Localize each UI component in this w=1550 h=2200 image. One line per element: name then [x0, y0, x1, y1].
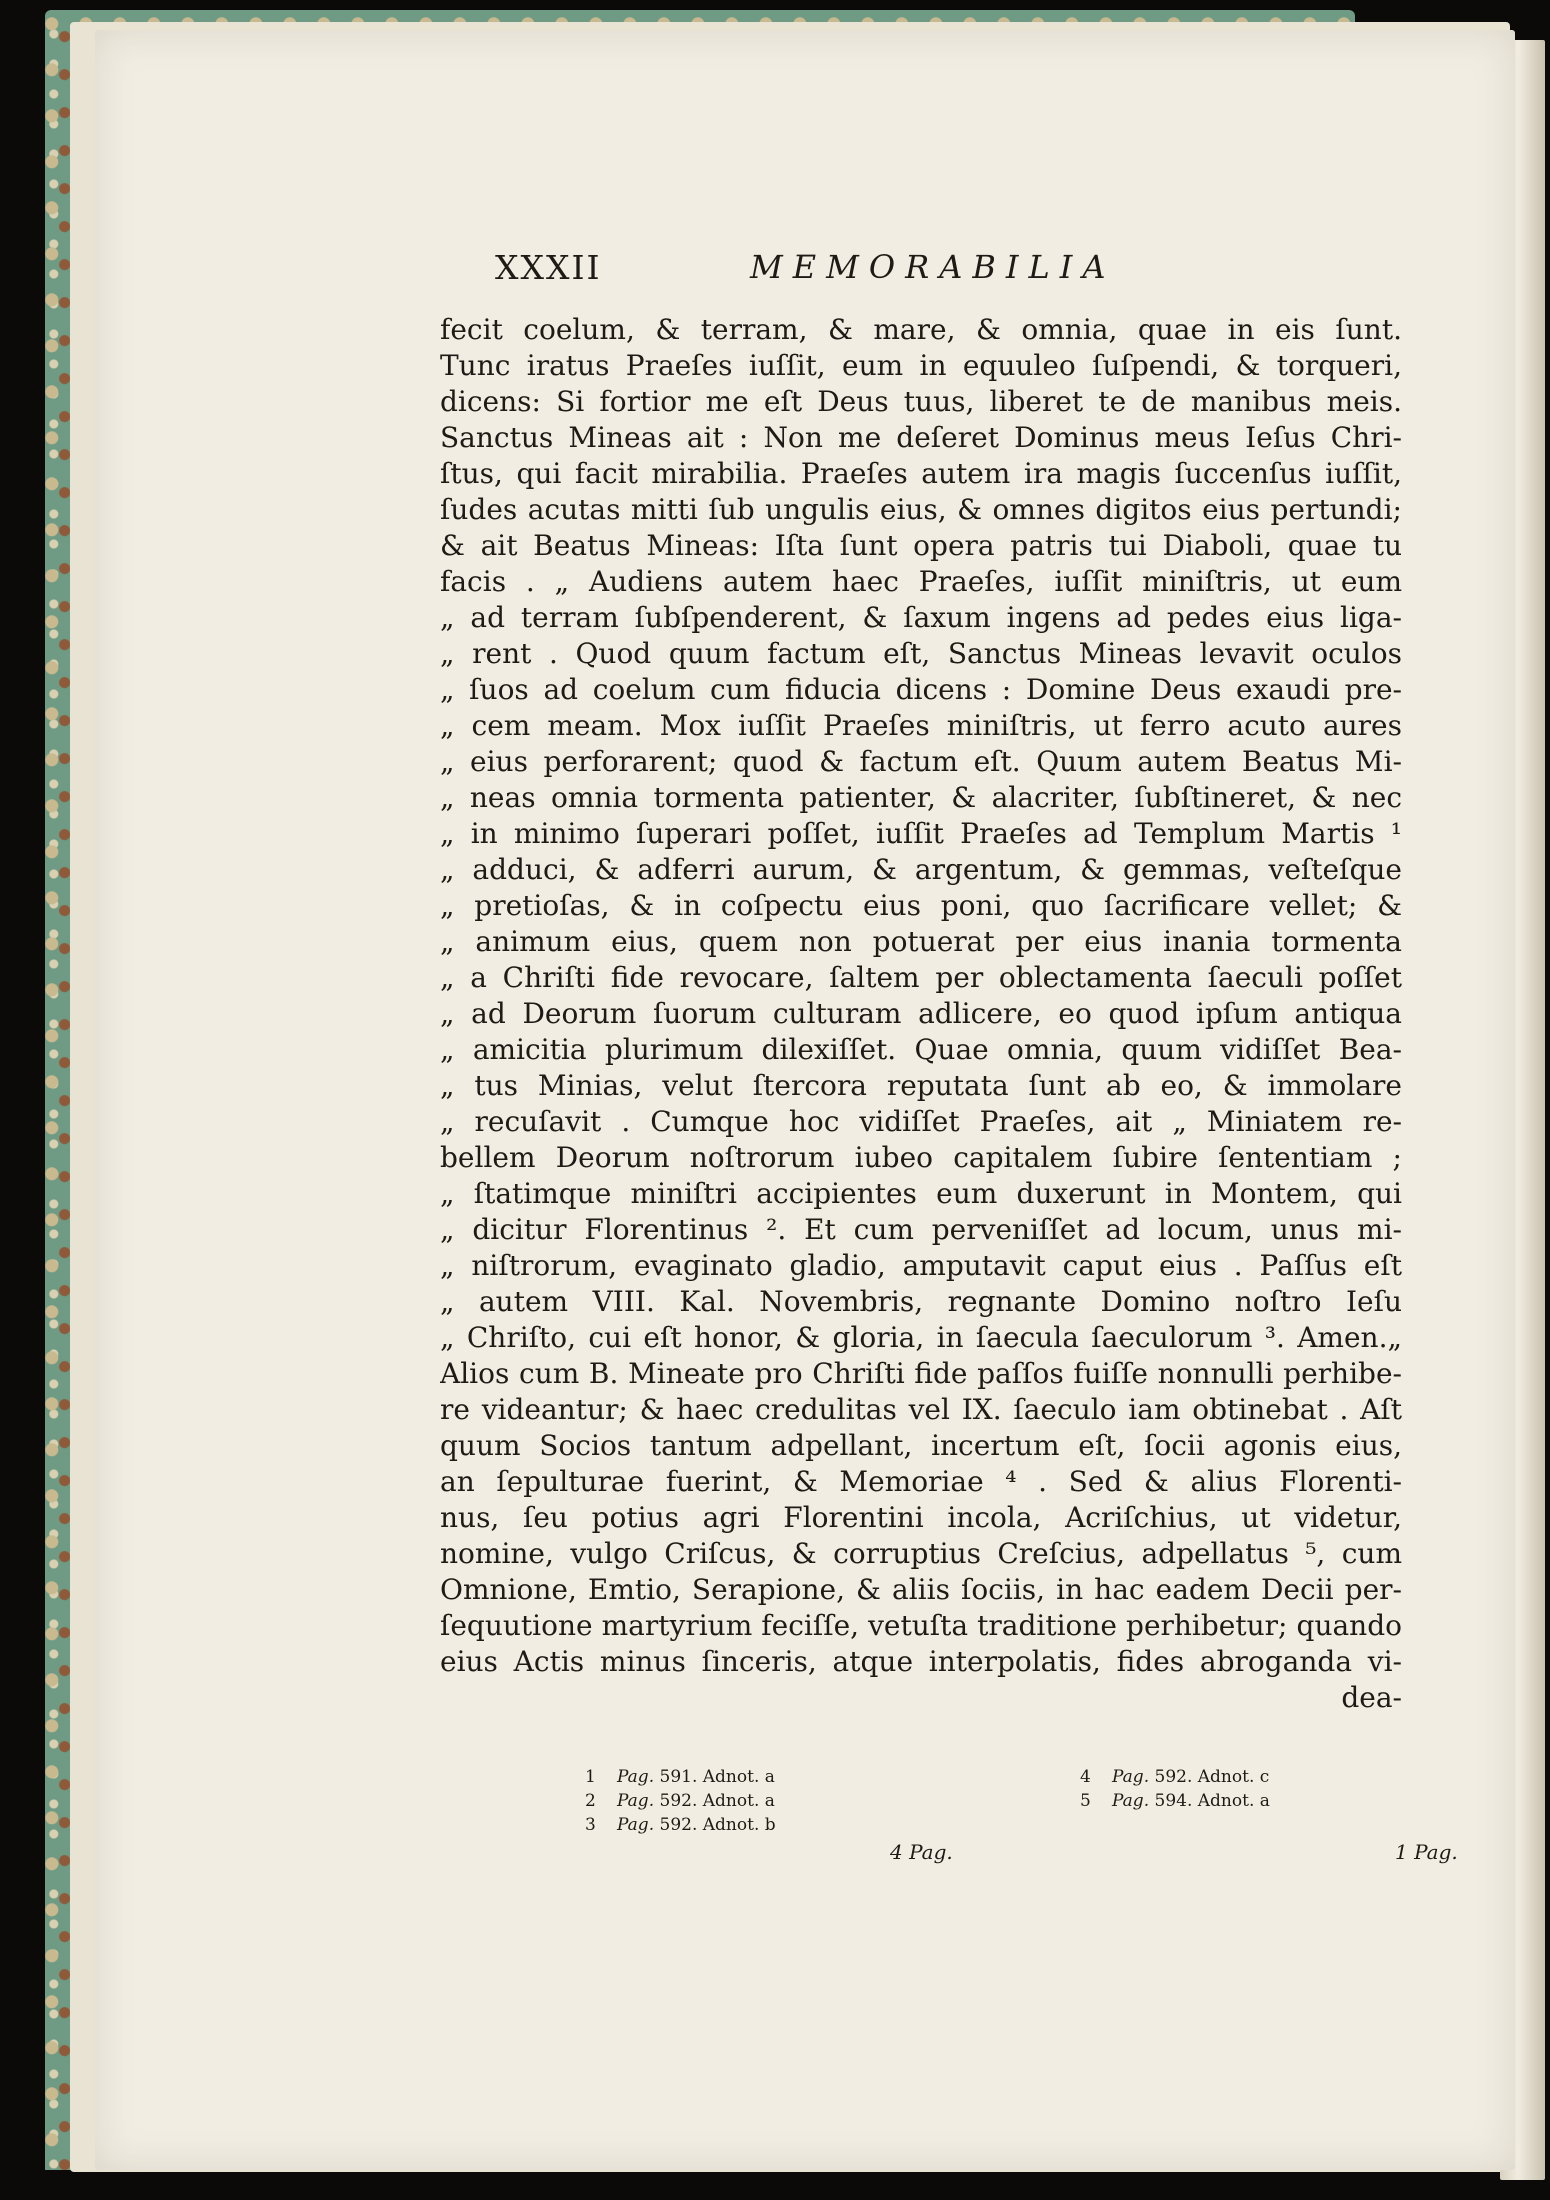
- text-line: ſequutione martyrium feciſſe, vetuſta traditione perhibetur; quando: [440, 1609, 1402, 1642]
- footnote-number: 3: [585, 1815, 596, 1835]
- text-line: „ ad terram ſubſpenderent, & ſaxum ingens ad pedes eius liga-: [440, 601, 1402, 634]
- text-line: „ ſtatimque miniſtri accipientes eum duxerunt in Montem, qui: [440, 1177, 1402, 1210]
- text-line: Tunc iratus Praeſes iuſſit, eum in equuleo ſuſpendi, & torqueri,: [440, 349, 1402, 382]
- footnotes-right-column: [1080, 1765, 1270, 1813]
- text-line: ſudes acutas mitti ſub ungulis eius, & omnes digitos eius pertundi;: [440, 493, 1402, 526]
- text-line: „ animum eius, quem non potuerat per eius inania tormenta: [440, 925, 1402, 958]
- text-line: „ cem meam. Mox iuſſit Praeſes miniſtris, ut ferro acuto aures: [440, 709, 1402, 742]
- text-line: Alios cum B. Mineate pro Chriſti fide paſſos fuiſſe nonnulli perhibe-: [440, 1357, 1402, 1390]
- footnote-number: 1: [585, 1767, 596, 1787]
- text-line: „ Chriſto, cui eſt honor, & gloria, in ſaecula ſaeculorum ³. Amen.„: [440, 1321, 1402, 1354]
- text-line: „ amicitia plurimum dilexiſſet. Quae omnia, quum vidiſſet Bea-: [440, 1033, 1402, 1066]
- text-line: & ait Beatus Mineas: Iſta ſunt opera patris tui Diaboli, quae tu: [440, 529, 1402, 562]
- text-line: Omnione, Emtio, Serapione, & aliis ſociis, in hac eadem Decii per-: [440, 1573, 1402, 1606]
- footnote-number: 5: [1080, 1791, 1091, 1811]
- footnote-ref: Pag.: [617, 1791, 655, 1811]
- text-line: „ niſtrorum, evaginato gladio, amputavit caput eius . Paſſus eſt: [440, 1249, 1402, 1282]
- footnote-ref: Pag.: [617, 1815, 655, 1835]
- footnote-text: 591. Adnot. a: [659, 1767, 775, 1787]
- text-line: re videantur; & haec credulitas vel IX. ſaeculo iam obtinebat . Aſt: [440, 1393, 1402, 1426]
- text-line: „ in minimo ſuperari poſſet, iuſſit Praeſes ad Templum Martis ¹: [440, 817, 1402, 850]
- text-line: quum Socios tantum adpellant, incertum eſt, ſocii agonis eius,: [440, 1429, 1402, 1462]
- footnote: [1080, 1789, 1270, 1813]
- footnote-number: 2: [585, 1791, 596, 1811]
- page-number: XXXII: [495, 248, 602, 287]
- catchword-middle: 4 Pag.: [890, 1840, 953, 1864]
- text-line: „ rent . Quod quum factum eſt, Sanctus Mineas levavit oculos: [440, 637, 1402, 670]
- footnote-number: 4: [1080, 1767, 1091, 1787]
- text-line: dea-: [1341, 1681, 1402, 1714]
- text-line: eius Actis minus ſinceris, atque interpolatis, fides abroganda vi-: [440, 1645, 1402, 1678]
- text-line: „ recuſavit . Cumque hoc vidiſſet Praeſes, ait „ Miniatem re-: [440, 1105, 1402, 1138]
- footnote: [585, 1765, 776, 1789]
- text-line: an ſepulturae fuerint, & Memoriae ⁴ . Sed & alius Florenti-: [440, 1465, 1402, 1498]
- text-line: „ pretioſas, & in coſpectu eius poni, quo ſacrificare vellet; &: [440, 889, 1402, 922]
- text-line: „ ſuos ad coelum cum fiducia dicens : Domine Deus exaudi pre-: [440, 673, 1402, 706]
- footnote-text: 592. Adnot. c: [1154, 1767, 1270, 1787]
- text-line: nus, ſeu potius agri Florentini incola, Acriſchius, ut videtur,: [440, 1501, 1402, 1534]
- footnote-ref: Pag.: [617, 1767, 655, 1787]
- footnote-text: 592. Adnot. b: [659, 1815, 776, 1835]
- text-line: facis . „ Audiens autem haec Praeſes, iuſſit miniſtris, ut eum: [440, 565, 1402, 598]
- book-page: [95, 30, 1515, 2170]
- text-line: „ neas omnia tormenta patienter, & alacriter, ſubſtineret, & nec: [440, 781, 1402, 814]
- footnotes: [585, 1765, 1465, 1845]
- running-title: MEMORABILIA: [750, 248, 1116, 286]
- body-text: [440, 312, 1402, 1716]
- text-line: dicens: Si fortior me eſt Deus tuus, liberet te de manibus meis.: [440, 385, 1402, 418]
- text-line: „ tus Minias, velut ſtercora reputata ſunt ab eo, & immolare: [440, 1069, 1402, 1102]
- footnote-text: 594. Adnot. a: [1154, 1791, 1270, 1811]
- text-line: „ autem VIII. Kal. Novembris, regnante Domino noſtro Ieſu: [440, 1285, 1402, 1318]
- text-line: „ dicitur Florentinus ². Et cum perveniſſet ad locum, unus mi-: [440, 1213, 1402, 1246]
- footnote-ref: Pag.: [1112, 1767, 1150, 1787]
- footnote-ref: Pag.: [1112, 1791, 1150, 1811]
- text-line: bellem Deorum noſtrorum iubeo capitalem ſubire ſententiam ;: [440, 1141, 1402, 1174]
- footnote: [1080, 1765, 1270, 1789]
- footnotes-left-column: [585, 1765, 776, 1837]
- text-line: „ adduci, & adferri aurum, & argentum, & gemmas, veſteſque: [440, 853, 1402, 886]
- running-head: [495, 248, 1455, 292]
- text-line: nomine, vulgo Criſcus, & corruptius Creſcius, adpellatus ⁵, cum: [440, 1537, 1402, 1570]
- footnote: [585, 1789, 776, 1813]
- text-line: „ eius perforarent; quod & factum eſt. Quum autem Beatus Mi-: [440, 745, 1402, 778]
- footnote: [585, 1813, 776, 1837]
- text-line: „ ad Deorum ſuorum culturam adlicere, eo quod ipſum antiqua: [440, 997, 1402, 1030]
- text-line: „ a Chriſti fide revocare, ſaltem per oblectamenta ſaeculi poſſet: [440, 961, 1402, 994]
- catchword-right: 1 Pag.: [1395, 1840, 1458, 1864]
- footnote-text: 592. Adnot. a: [659, 1791, 775, 1811]
- text-line: Sanctus Mineas ait : Non me deſeret Dominus meus Ieſus Chri-: [440, 421, 1402, 454]
- text-line: ſtus, qui facit mirabilia. Praeſes autem ira magis ſuccenſus iuſſit,: [440, 457, 1402, 490]
- text-line: fecit coelum, & terram, & mare, & omnia, quae in eis ſunt.: [440, 313, 1402, 346]
